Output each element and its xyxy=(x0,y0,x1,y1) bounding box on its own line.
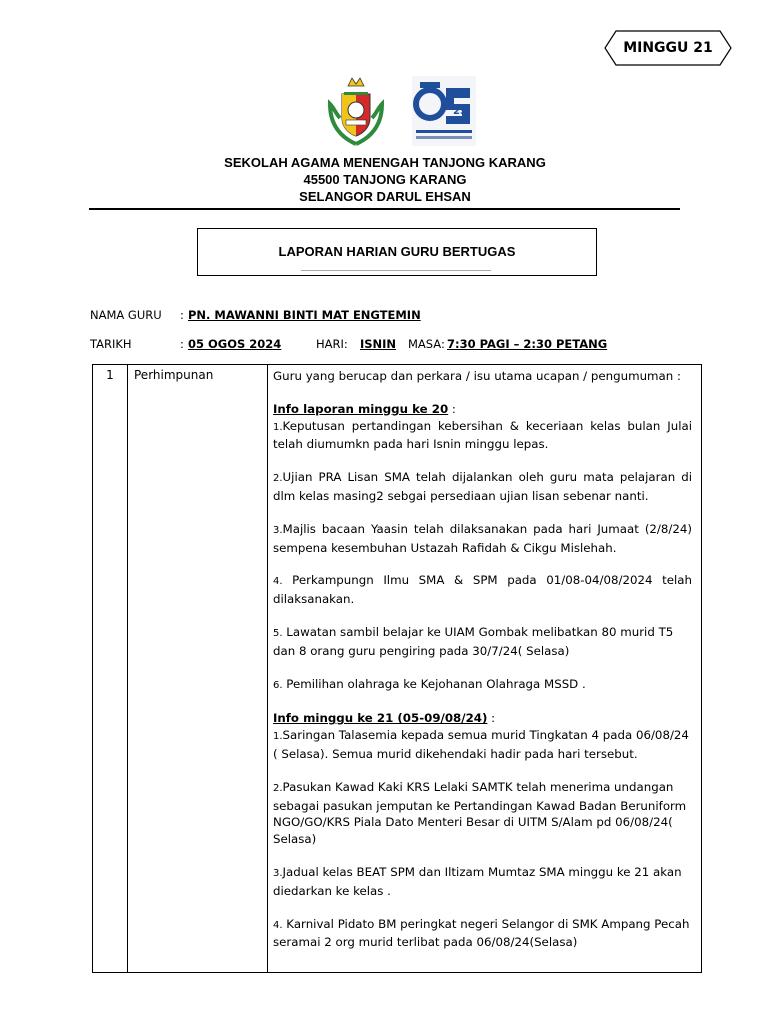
school-name: SEKOLAH AGAMA MENENGAH TANJONG KARANG xyxy=(224,155,546,170)
teacher-colon: : xyxy=(180,308,184,322)
time-label: MASA: xyxy=(408,337,445,351)
teacher-name: PN. MAWANNI BINTI MAT ENGTEMIN xyxy=(188,308,421,322)
week-badge xyxy=(604,30,732,66)
report-title: LAPORAN HARIAN GURU BERTUGAS xyxy=(278,244,516,259)
time-value: 7:30 PAGI – 2:30 PETANG xyxy=(447,337,608,351)
day-value: ISNIN xyxy=(359,337,397,351)
list-item: 1.Saringan Talasemia kepada semua murid Tingkatan 4 pada 06/08/24 ( Selasa). Semua murid dikehendaki hadir pada hari tersebut. xyxy=(273,728,689,761)
week20-heading: Info laporan minggu ke 20 xyxy=(273,401,449,416)
logo-number: 25 xyxy=(453,106,467,117)
list-item: 5. Lawatan sambil belajar ke UIAM Gombak melibatkan 80 murid T5 dan 8 orang guru pengiring pada 30/7/24( Selasa) xyxy=(273,624,674,658)
column-divider xyxy=(127,365,128,972)
content-intro: Guru yang berucap dan perkara / isu utama ucapan / pengumuman : xyxy=(273,369,681,383)
list-item: 3.Jadual kelas BEAT SPM dan Iltizam Mumtaz SMA minggu ke 21 akan diedarkan ke kelas . xyxy=(273,864,682,898)
date-value: 05 OGOS 2024 xyxy=(188,337,282,351)
list-item: 1.Keputusan pertandingan kebersihan & keceriaan kelas bulan Julai telah diumumkn pada hari Isnin minggu lepas. xyxy=(273,418,692,452)
header-divider xyxy=(89,208,680,210)
list-item: 4. Perkampungn Ilmu SMA & SPM pada 01/08-04/08/2024 telah dilaksanakan. xyxy=(273,573,692,607)
school-address: 45500 TANJONG KARANG xyxy=(303,172,467,187)
school-header xyxy=(90,154,680,205)
school-crest-logo xyxy=(328,74,384,148)
teacher-label: NAMA GURU xyxy=(90,308,162,322)
row-content: Guru yang berucap dan perkara / isu utama ucapan / pengumuman : Info laporan minggu ke 20 : 1.Keputusan pertandingan kebersihan & keceriaan kelas bulan Julai telah diumumkn pada hari Isnin minggu lepas. 2.Ujian PRA Lisan SMA telah dijalankan oleh guru mata pelajaran di dlm kelas masing2 sebgai persediaan ujian lisan sebenar nanti. 3.Majlis bacaan Yaasin telah dilaksanakan pada hari Jumaat (2/8/24) sempena kesembuhan Ustazah Rafidah & Cikgu Mislehah. 4. Perkampungn Ilmu SMA & SPM pada 01/08-04/08/2024 telah dilaksanakan. 5. Lawatan sambil belajar ke UIAM Gombak melibatkan 80 murid T5 dan 8 orang guru pengiring pada 30/7/24( Selasa) 6. Pemilihan olahraga ke Kejohanan Olahraga MSSD . Info minggu ke 21 (05-09/08/24) : 1.Saringan Talasemia kepada semua murid Tingkatan 4 pada 06/08/24 ( Selasa). Semua murid dikehendaki hadir pada hari tersebut. 2.Pasukan Kawad Kaki KRS Lelaki SAMTK telah menerima undangan sebagai pasukan jemputan ke Pertandingan Kawad Badan Beruniform NGO/GO/KRS Piala Dato Menteri Besar di UITM S/Alam pd 06/08/24( Selasa) 3.Jadual kelas BEAT SPM dan Iltizam Mumtaz SMA minggu ke 21 akan diedarkan ke kelas . 4. Karnival Pidato BM peringkat negeri Selangor di SMK Ampang Pecah seramai 2 org murid terlibat pada 06/08/24(Selasa) xyxy=(273,369,692,950)
week-label: MINGGU 21 xyxy=(623,40,713,56)
report-title-box xyxy=(197,228,597,276)
column-divider xyxy=(267,365,268,972)
list-item: 6. Pemilihan olahraga ke Kejohanan Olahraga MSSD . xyxy=(273,676,586,691)
school-state: SELANGOR DARUL EHSAN xyxy=(299,189,471,204)
anniversary-logo xyxy=(412,76,476,146)
day-label: HARI: xyxy=(316,337,348,351)
list-item: 2.Ujian PRA Lisan SMA telah dijalankan oleh guru mata pelajaran di dlm kelas masing2 sebgai persediaan ujian lisan sebenar nanti. xyxy=(273,470,692,503)
list-item: 2.Pasukan Kawad Kaki KRS Lelaki SAMTK telah menerima undangan sebagai pasukan jemputan ke Pertandingan Kawad Badan Beruniform NGO/GO/KRS Piala Dato Menteri Besar di UITM S/Alam pd 06/08/24( Selasa) xyxy=(273,779,687,847)
row-number: 1 xyxy=(106,368,114,382)
date-colon: : xyxy=(180,337,184,351)
list-item: 4. Karnival Pidato BM peringkat negeri Selangor di SMK Ampang Pecah seramai 2 org murid terlibat pada 06/08/24(Selasa) xyxy=(273,916,690,950)
row-category: Perhimpunan xyxy=(134,368,214,382)
week21-heading: Info minggu ke 21 (05-09/08/24) xyxy=(273,711,488,726)
report-table xyxy=(92,364,702,973)
date-label: TARIKH xyxy=(90,337,132,351)
list-item: 3.Majlis bacaan Yaasin telah dilaksanakan pada hari Jumaat (2/8/24) sempena kesembuhan Ustazah Rafidah & Cikgu Mislehah. xyxy=(273,521,692,555)
title-underline xyxy=(301,270,491,271)
